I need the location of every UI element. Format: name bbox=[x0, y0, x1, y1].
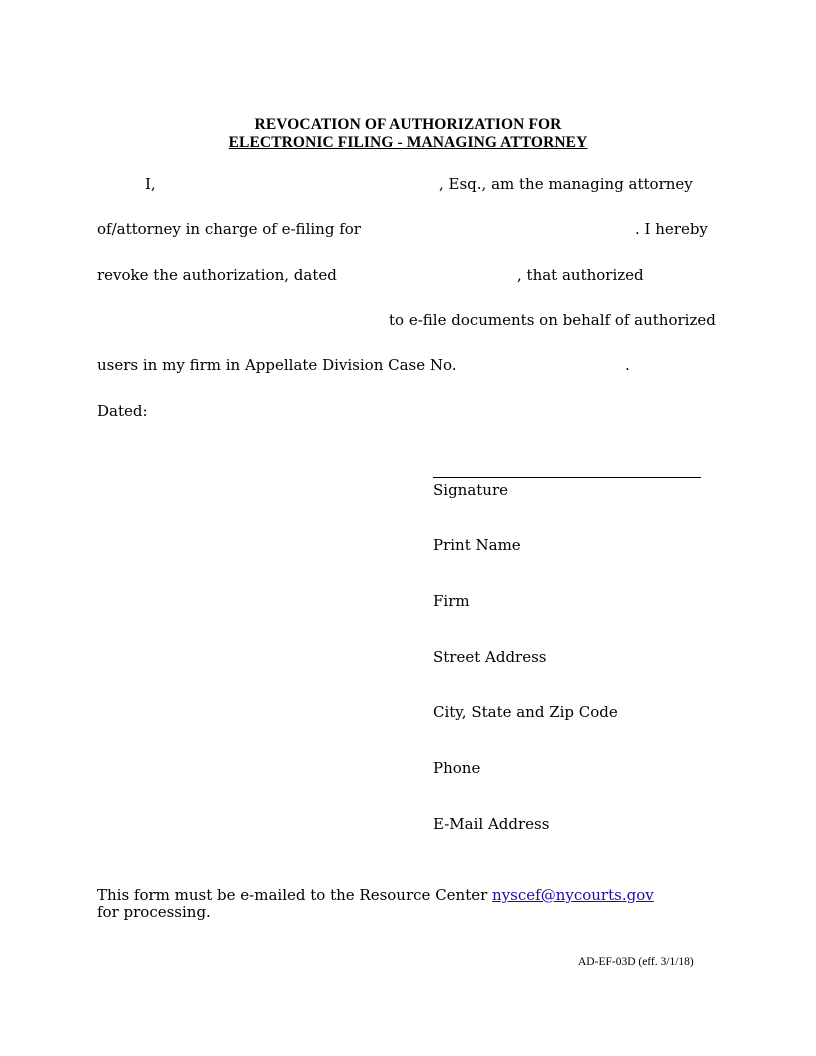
paragraph-5-end: . bbox=[625, 356, 630, 374]
paragraph-1-end: , Esq., am the managing attorney bbox=[439, 175, 693, 193]
firm-label: Firm bbox=[433, 592, 470, 610]
signature-line bbox=[433, 477, 701, 478]
city-state-zip-label: City, State and Zip Code bbox=[433, 703, 618, 721]
paragraph-3-start: revoke the authorization, dated bbox=[97, 266, 337, 284]
paragraph-2-start: of/attorney in charge of e-filing for bbox=[97, 220, 361, 238]
resource-center-email-link[interactable]: nyscef@nycourts.gov bbox=[492, 886, 654, 904]
email-address-label: E-Mail Address bbox=[433, 815, 550, 833]
signature-label: Signature bbox=[433, 481, 509, 499]
form-id: AD-EF-03D (eff. 3/1/18) bbox=[578, 956, 694, 968]
form-title-line2: ELECTRONIC FILING - MANAGING ATTORNEY bbox=[228, 134, 588, 151]
paragraph-3-end: , that authorized bbox=[517, 266, 644, 284]
dated-label: Dated: bbox=[97, 402, 148, 420]
paragraph-2-end: . I hereby bbox=[635, 220, 708, 238]
print-name-label: Print Name bbox=[433, 536, 521, 554]
paragraph-4-end: to e-file documents on behalf of authorized bbox=[389, 311, 716, 329]
notice-text-before: This form must be e-mailed to the Resource Center bbox=[97, 886, 493, 904]
paragraph-5-start: users in my firm in Appellate Division Case No. bbox=[97, 356, 457, 374]
form-title-line1: REVOCATION OF AUTHORIZATION FOR bbox=[254, 116, 562, 133]
submission-notice bbox=[97, 887, 657, 921]
street-address-label: Street Address bbox=[433, 648, 547, 666]
paragraph-1-start: I, bbox=[145, 175, 156, 193]
phone-label: Phone bbox=[433, 759, 481, 777]
notice-text-after: for processing. bbox=[97, 903, 211, 921]
